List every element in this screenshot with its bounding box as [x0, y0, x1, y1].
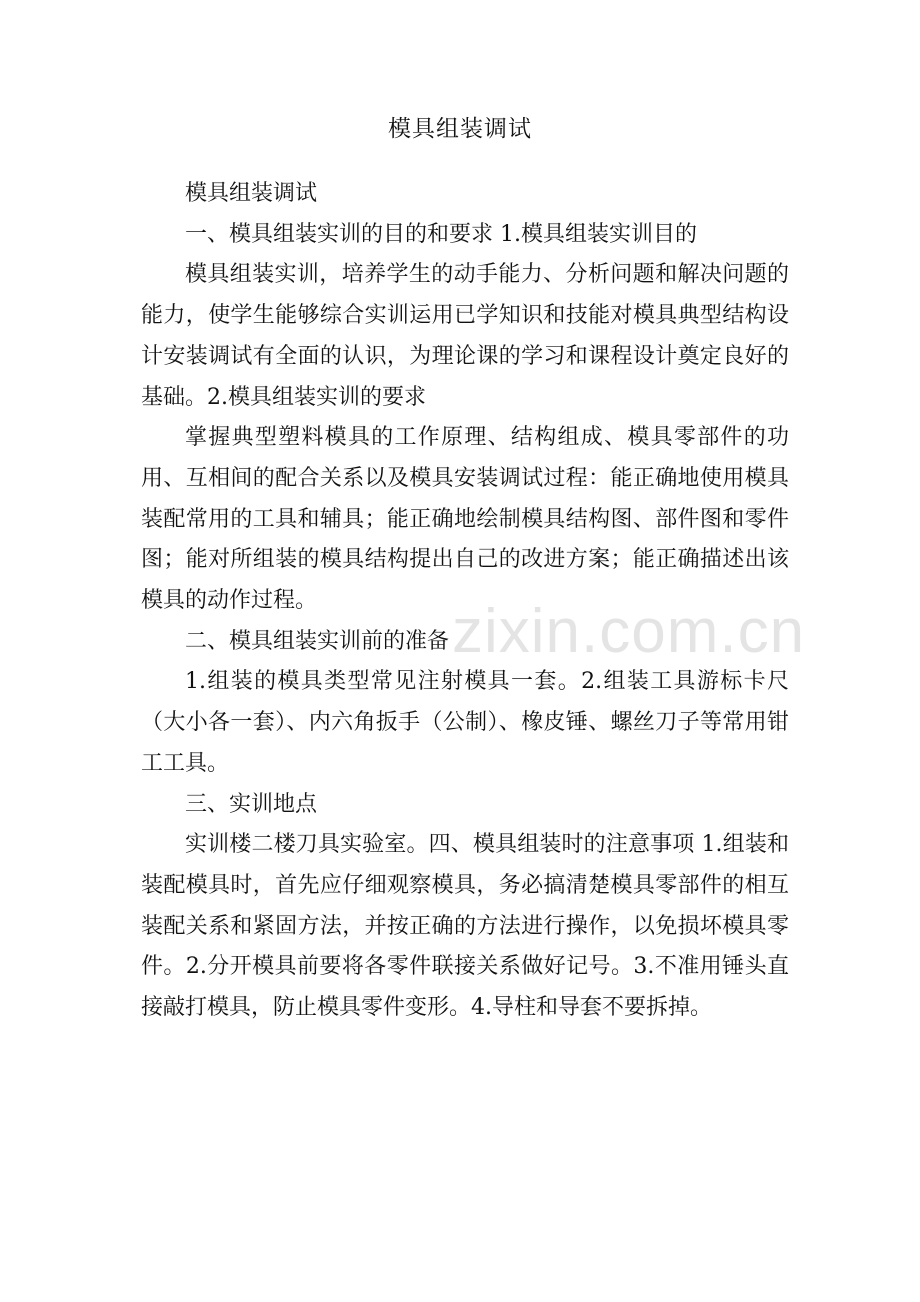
paragraph-training-purpose: 模具组装实训，培养学生的动手能力、分析问题和解决问题的能力，使学生能够综合实训运用已学知识和技能对模具典型结构设计安装调试有全面的认识，为理论课的学习和课程设计奠定良好的基础。2.模具组装实训的要求 [141, 262, 789, 410]
paragraph-section-3-heading: 三、实训地点 [185, 791, 318, 817]
paragraph-location-and-notes: 实训楼二楼刀具实验室。四、模具组装时的注意事项 1.组装和装配模具时，首先应仔细观察模具，务必搞清楚模具零部件的相互装配关系和紧固方法，并按正确的方法进行操作，以免损坏模具零件。2.分开模具前要将各零件联接关系做好记号。3.不准用锤头直接敲打模具，防止模具零件变形。4.导柱和导套不要拆掉。 [141, 832, 789, 1021]
paragraph-section-2-heading: 二、模具组装实训前的准备 [185, 628, 450, 654]
document-body [141, 174, 789, 1029]
paragraph-preparation: 1.组装的模具类型常见注射模具一套。2.组装工具游标卡尺（大小各一套）、内六角扳手（公制）、橡皮锤、螺丝刀子等常用钳工工具。 [141, 669, 789, 776]
document-title: 模具组装调试 [388, 116, 532, 142]
paragraph-requirements: 掌握典型塑料模具的工作原理、结构组成、模具零部件的功用、互相间的配合关系以及模具安装调试过程：能正确地使用模具装配常用的工具和辅具；能正确地绘制模具结构图、部件图和零件图；能对所组装的模具结构提出自己的改进方案；能正确描述出该模具的动作过程。 [141, 425, 789, 614]
watermark: zixin.com.cn [452, 597, 806, 666]
paragraph-heading: 模具组装调试 [185, 181, 318, 206]
paragraph-section-1-heading: 一、模具组装实训的目的和要求 1.模具组装实训目的 [185, 221, 697, 247]
